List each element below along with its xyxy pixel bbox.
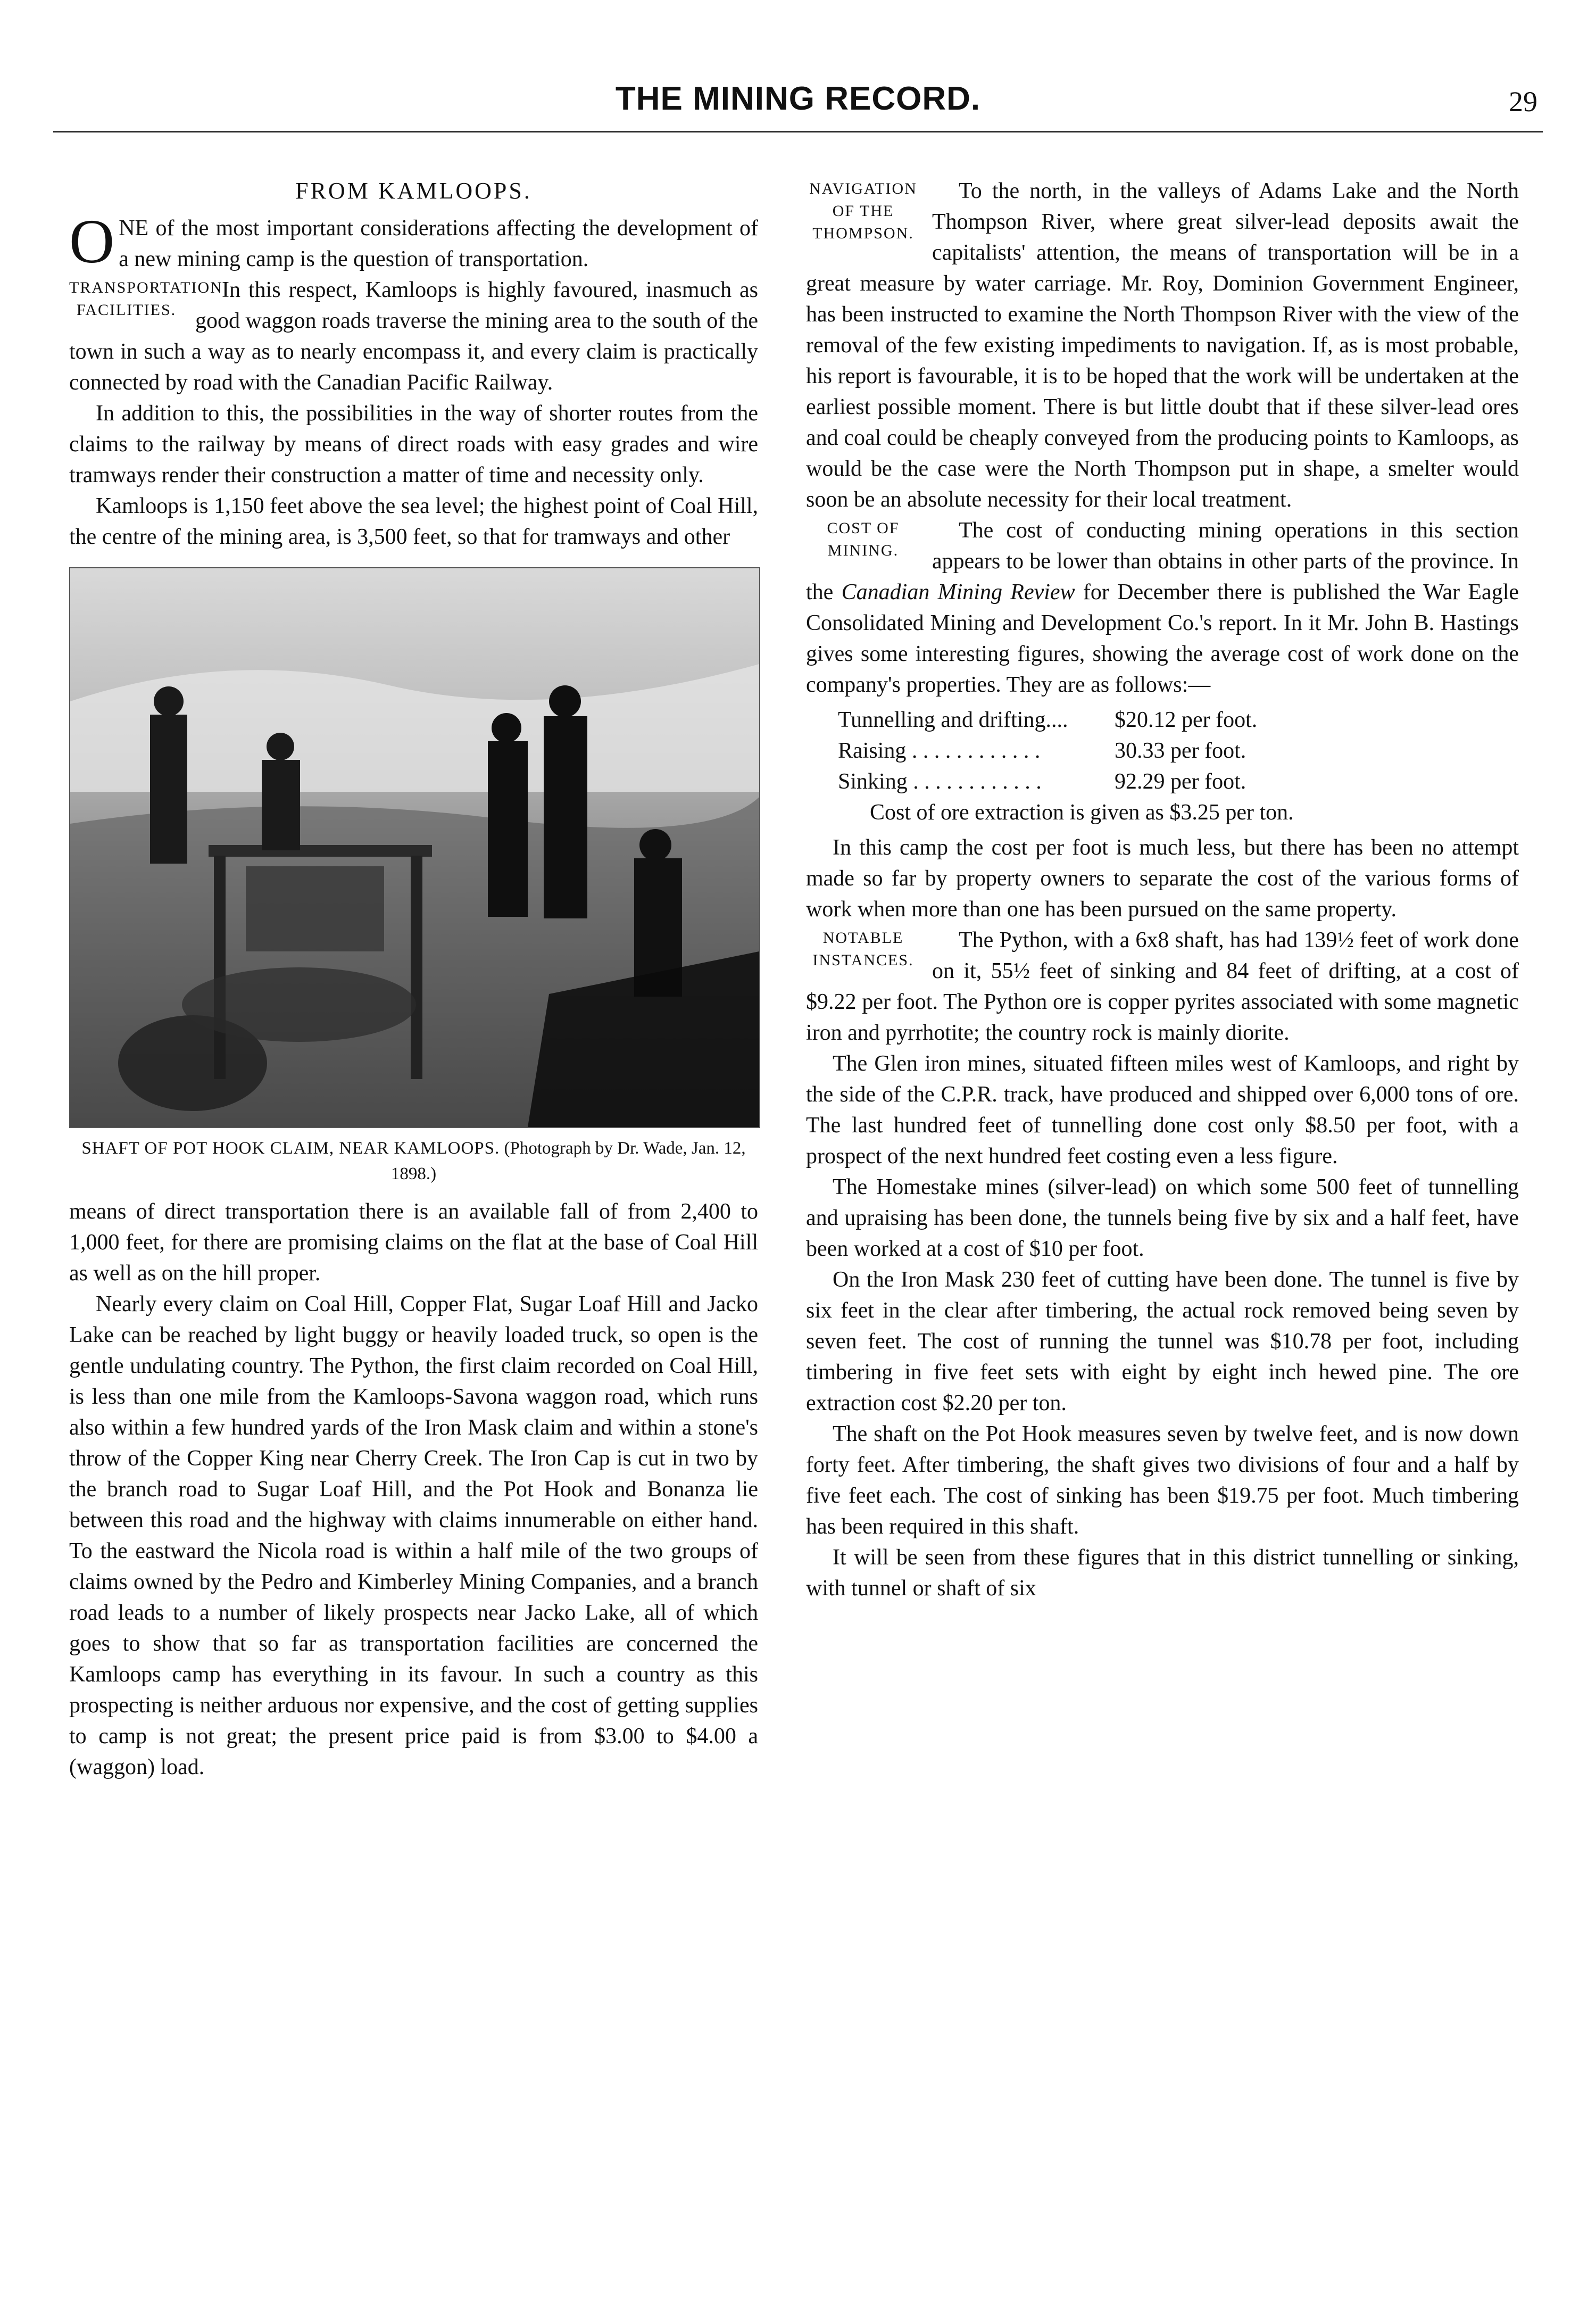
right-column bbox=[806, 176, 1519, 1604]
page-header bbox=[53, 80, 1543, 133]
review-title: Canadian Mining Review bbox=[841, 580, 1075, 604]
cost-note: Cost of ore extraction is given as $3.25 per ton. bbox=[870, 800, 1294, 825]
sidenote-notable-instances: NOTABLE INSTANCES. bbox=[812, 929, 914, 969]
paragraph-addition: In addition to this, the possibilities in the way of shorter routes from the claims to the railway by means of direct roads with easy grades and wire tramways render their construction a matter of time and necessity only. bbox=[69, 401, 758, 487]
paragraph-cost: COST OF MINING. The cost of conducting mining operations in this section appears to be lower than obtains in other parts of the province. In the Canadian Mining Review for December there is published the War Eagle Consolidated Mining and Development Co.'s report. In it Mr. John B. Hastings gives some interesting figures, showing the average cost of work done on the company's properties. They are as follows:— bbox=[806, 518, 1519, 697]
paragraph-iron-mask: On the Iron Mask 230 feet of cutting have been done. The tunnel is five by six feet in the clear after timbering, the actual rock removed being seven by seven feet. The cost of running the tunnel was $10.78 per foot, including timbering in five feet sets with eight by eight inch hewed pine. The ore extraction cost $2.20 per ton. bbox=[806, 1267, 1519, 1415]
cost-row: Sinking . . . . . . . . . . . . 92.29 per foot. bbox=[838, 769, 1246, 794]
paragraph-conclusion: It will be seen from these figures that in this district tunnelling or sinking, with tunnel or shaft of six bbox=[806, 1545, 1519, 1601]
section-title: FROM KAMLOOPS. bbox=[295, 178, 532, 204]
photo-caption: SHAFT OF POT HOOK CLAIM, NEAR KAMLOOPS. (Photograph by Dr. Wade, Jan. 12, 1898.) bbox=[81, 1139, 746, 1183]
photo-illustration bbox=[70, 568, 759, 1127]
photograph-pot-hook-shaft bbox=[69, 567, 760, 1128]
paragraph-camp-cost: In this camp the cost per foot is much less, but there has been no attempt made so far by property owners to separate the cost of the various forms of work when more than one has been pursued on the same property. bbox=[806, 835, 1519, 922]
sidenote-transportation: TRANSPORTATION FACILITIES. bbox=[69, 279, 223, 319]
paragraph-homestake: The Homestake mines (silver-lead) on which some 500 feet of tunnelling and upraising has been done, the tunnels being five by six and a half feet, have been worked at a cost of $10 per foot. bbox=[806, 1175, 1519, 1261]
paragraph-transport: TRANSPORTATION FACILITIES. In this respect, Kamloops is highly favoured, inasmuch as good waggon roads traverse the mining area to the south of the town in such a way as to nearly encompass it, and every claim is practically connected by road with the Canadian Pacific Railway. bbox=[69, 278, 758, 395]
cost-table bbox=[838, 705, 1519, 828]
paragraph-elevation: Kamloops is 1,150 feet above the sea level; the highest point of Coal Hill, the centre of the mining area, is 3,500 feet, so that for tramways and other bbox=[69, 494, 758, 549]
paragraph-roads: Nearly every claim on Coal Hill, Copper Flat, Sugar Loaf Hill and Jacko Lake can be reached by light buggy or heavily loaded truck, so open is the gentle undulating country. The Python, the first claim recorded on Coal Hill, is less than one mile from the Kamloops-Savona waggon road, which runs also within a few hundred yards of the Iron Mask claim and within a stone's throw of the Copper King near Cherry Creek. The Iron Cap is cut in two by the branch road to Sugar Loaf Hill, and the Pot Hook and Bonanza lie between this road and the highway with claims innumerable on either hand. To the eastward the Nicola road is within a half mile of the two groups of claims owned by the Pedro and Kimberley Mining Companies, and a branch road leads to a number of likely prospects near Jacko Lake, all of which goes to show that so far as transportation facilities are concerned the Kamloops camp has everything in its favour. In such a country as this prospecting is neither arduous nor expensive, and the cost of getting supplies to camp is not great; the present price paid is from $3.00 to $4.00 a (waggon) load. bbox=[69, 1292, 758, 1779]
sidenote-navigation: NAVIGATION OF THE THOMPSON. bbox=[809, 180, 917, 242]
paragraph-glen: The Glen iron mines, situated fifteen miles west of Kamloops, and right by the side of the C.P.R. track, have produced and shipped over 6,000 tons of ore. The last hundred feet of tunnelling done cost only $8.50 per foot, with a prospect of the next hundred feet costing even a less figure. bbox=[806, 1051, 1519, 1169]
left-column bbox=[69, 176, 758, 1783]
paragraph-pot-hook: The shaft on the Pot Hook measures seven by twelve feet, and is now down forty feet. After timbering, the shaft gives two divisions of four and a half by five feet each. The cost of sinking has been $19.75 per foot. Much timbering has been required in this shaft. bbox=[806, 1422, 1519, 1539]
journal-title: THE MINING RECORD. bbox=[615, 80, 981, 117]
paragraph-fall: means of direct transportation there is an available fall of from 2,400 to 1,000 feet, for there are promising claims on the flat at the base of Coal Hill as well as on the hill proper. bbox=[69, 1199, 758, 1286]
page-number: 29 bbox=[1509, 86, 1537, 118]
cost-row: Raising . . . . . . . . . . . . 30.33 per foot. bbox=[838, 739, 1246, 763]
header-rule bbox=[53, 131, 1543, 132]
cost-row: Tunnelling and drifting.... $20.12 per foot. bbox=[838, 708, 1258, 732]
drop-cap: O bbox=[69, 206, 115, 276]
paragraph-navigation: NAVIGATION OF THE THOMPSON. To the north, in the valleys of Adams Lake and the North Thompson River, where great silver-lead deposits await the capitalists' attention, the means of transportation will be in a great measure by water carriage. Mr. Roy, Dominion Government Engineer, has been instructed to examine the North Thompson River with the view of the removal of the few existing impediments to navigation. If, as is most probable, his report is favourable, it is to be hoped that the work will be undertaken at the earliest possible moment. There is but little doubt that if these silver-lead ores and coal could be cheaply conveyed from the producing points to Kamloops, as would be the case were the North Thompson put in shape, a smelter would soon be an absolute necessity for their local treatment. bbox=[806, 179, 1519, 512]
paragraph-python: NOTABLE INSTANCES. The Python, with a 6x8 shaft, has had 139½ feet of work done on it, 55½ feet of sinking and 84 feet of drifting, at a cost of $9.22 per foot. The Python ore is copper pyrites associated with some magnetic iron and pyrrhotite; the country rock is mainly diorite. bbox=[806, 928, 1519, 1045]
paragraph-intro: ONE of the most important considerations affecting the development of a new mining camp is the question of transportation. bbox=[69, 206, 758, 276]
sidenote-cost-of-mining: COST OF MINING. bbox=[827, 519, 900, 559]
